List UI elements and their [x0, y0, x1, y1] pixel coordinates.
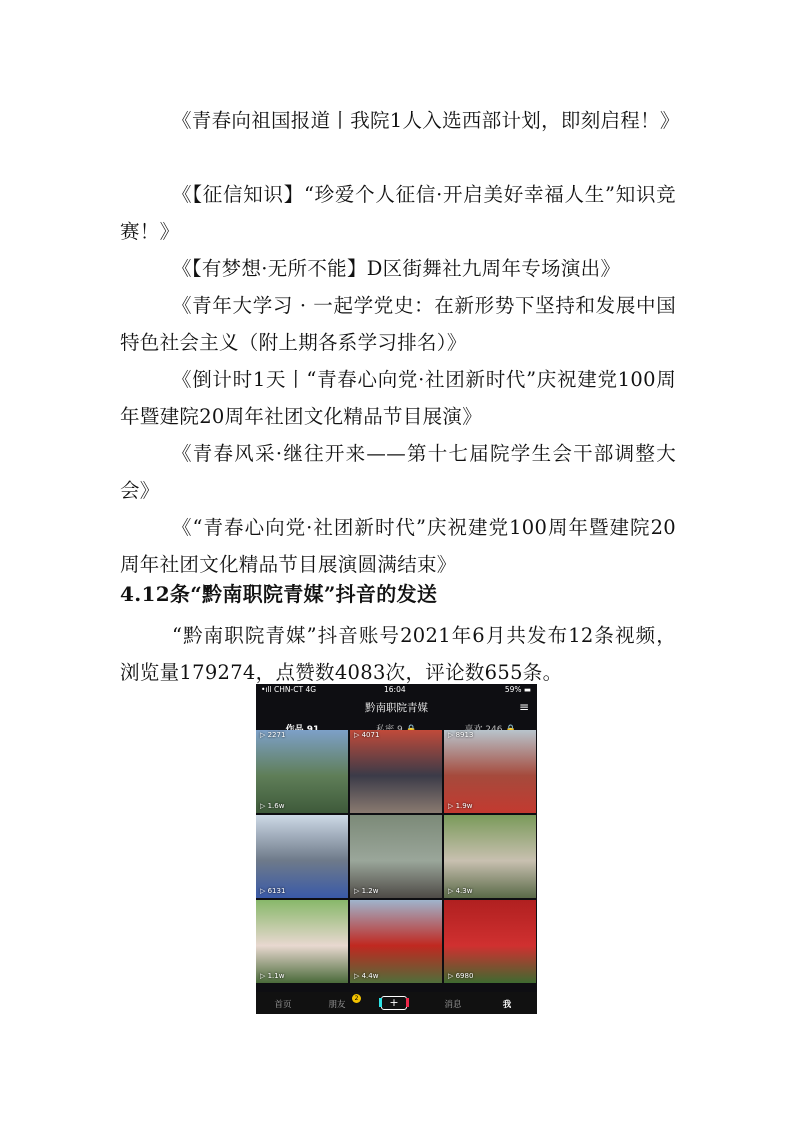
video-thumbnail[interactable] — [256, 730, 348, 813]
profile-header — [256, 696, 537, 720]
carrier-signal: •ıll CHN-CT 4G — [261, 685, 317, 694]
paragraph-3: 《【有梦想·无所不能】D区街舞社九周年专场演出》 — [172, 257, 621, 280]
video-play-count: ▷ 4.4w — [354, 972, 379, 980]
paragraph-2: 《【征信知识】“珍爱个人征信·开启美好幸福人生”知识竞赛！》 — [120, 183, 676, 243]
paragraph-7: 《“青春心向党·社团新时代”庆祝建党100周年暨建院20周年社团文化精品节目展演圆满结束》 — [120, 516, 676, 576]
video-play-count: ▷ 1.2w — [354, 887, 379, 895]
video-play-count: ▷ 1.9w — [448, 802, 473, 810]
video-thumbnail[interactable] — [444, 900, 536, 983]
douyin-profile-screenshot — [256, 684, 537, 1014]
friends-badge: 2 — [352, 994, 361, 1003]
nav-me[interactable]: 我 — [502, 1000, 512, 1010]
video-play-count: ▷ 1.6w — [260, 802, 285, 810]
video-thumbnail[interactable] — [350, 730, 442, 813]
paragraph-6: 《青春风采·继往开来——第十七届院学生会干部调整大会》 — [120, 442, 676, 502]
video-thumbnail[interactable] — [444, 815, 536, 898]
paragraph-5: 《倒计时1天丨“青春心向党·社团新时代”庆祝建党100周年暨建院20周年社团文化精品节目展演》 — [120, 368, 676, 428]
paragraph-1: 《青春向祖国报道丨我院1人入选西部计划，即刻启程！》 — [172, 109, 680, 132]
video-view-count: ▷ 4071 — [354, 731, 380, 739]
video-thumbnail[interactable] — [256, 900, 348, 983]
section-heading: 4.12条“黔南职院青媒”抖音的发送 — [120, 582, 438, 606]
bottom-navigation — [256, 992, 537, 1014]
video-thumbnail[interactable] — [444, 730, 536, 813]
account-title: 黔南职院青媒 — [365, 702, 428, 714]
video-thumbnail[interactable] — [350, 900, 442, 983]
create-button[interactable]: + — [381, 996, 407, 1010]
video-thumbnail[interactable] — [350, 815, 442, 898]
video-thumbnail[interactable] — [256, 815, 348, 898]
video-view-count: ▷ 8913 — [448, 731, 474, 739]
hamburger-icon[interactable]: ≡ — [518, 700, 529, 714]
section-body: “黔南职院青媒”抖音账号2021年6月共发布12条视频，浏览量179274，点赞数4083次，评论数655条。 — [120, 624, 676, 684]
paragraph-4: 《青年大学习 · 一起学党史：在新形势下坚持和发展中国特色社会主义（附上期各系学习排名）》 — [120, 294, 676, 354]
nav-home[interactable]: 首页 — [274, 1000, 292, 1010]
video-grid — [256, 730, 537, 982]
video-play-count: ▷ 6131 — [260, 887, 286, 895]
battery-indicator: 59% ▬ — [504, 685, 531, 694]
video-view-count: ▷ 2271 — [260, 731, 286, 739]
status-time: 16:04 — [384, 685, 406, 694]
status-bar — [256, 684, 537, 696]
video-play-count: ▷ 6980 — [448, 972, 474, 980]
video-play-count: ▷ 4.3w — [448, 887, 473, 895]
video-play-count: ▷ 1.1w — [260, 972, 285, 980]
nav-messages[interactable]: 消息 — [444, 1000, 462, 1010]
nav-friends[interactable]: 朋友 — [328, 1000, 346, 1010]
